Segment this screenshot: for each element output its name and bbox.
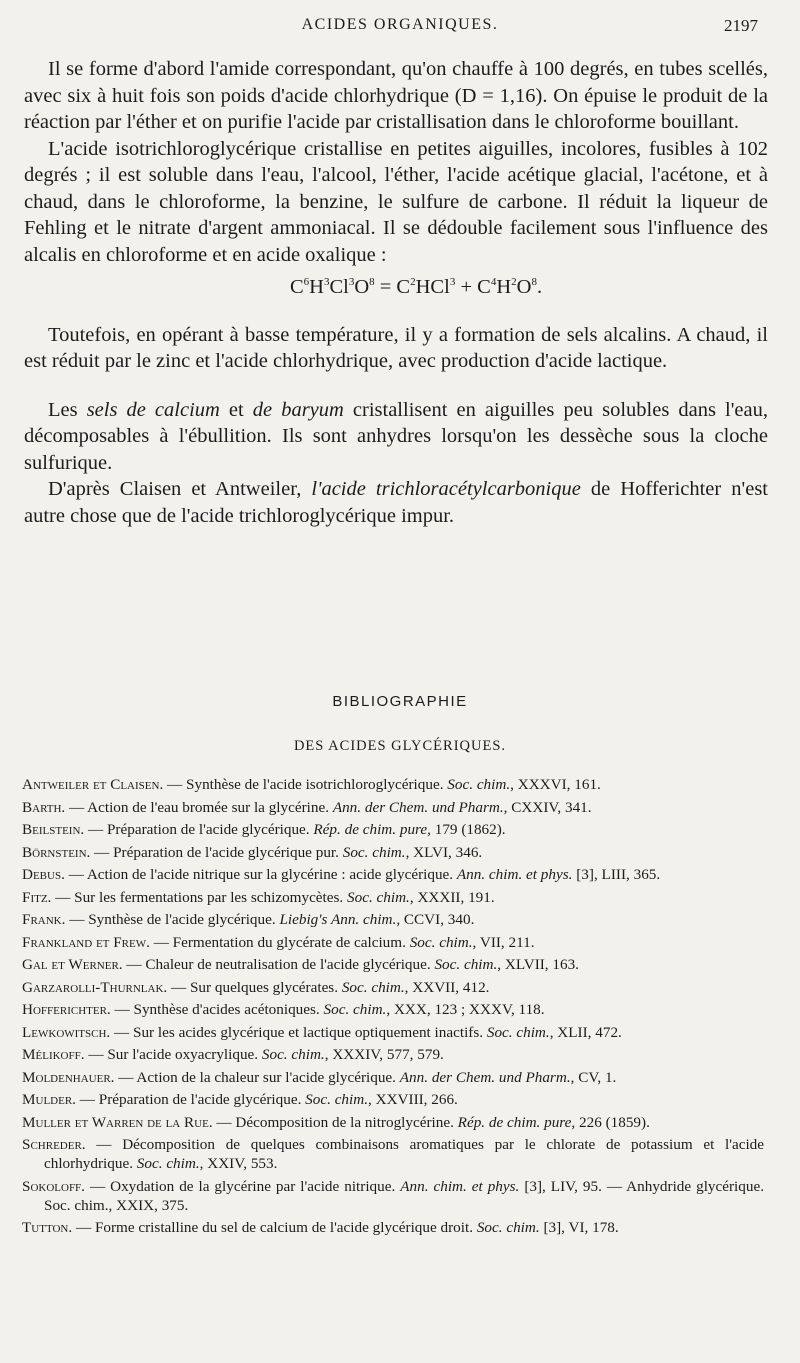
body-text	[24, 56, 768, 529]
entry-author: Mélikoff.	[22, 1046, 85, 1063]
entry-source: Rép. de chim. pure	[313, 821, 428, 838]
page-header	[0, 16, 800, 38]
entry-title: — Préparation de l'acide glycérique.	[84, 821, 314, 838]
bibliography-entry	[22, 910, 764, 929]
entry-author: Schreder.	[22, 1136, 86, 1153]
bibliography-entry	[22, 1068, 764, 1087]
entry-title: — Action de l'eau bromée sur la glycérine.	[65, 798, 333, 816]
entry-reference: , CXXIV, 341.	[503, 798, 592, 816]
entry-reference: , XLII, 472.	[549, 1023, 622, 1041]
entry-reference: [3], VI, 178.	[539, 1219, 619, 1236]
bibliography-entry	[22, 1000, 764, 1019]
entry-source: Ann. der Chem. und Pharm.	[399, 1068, 571, 1086]
entry-title: — Sur les fermentations par les schizomycètes.	[51, 888, 348, 906]
bibliography-entry	[22, 1045, 764, 1064]
entry-source: Soc. chim.	[305, 1091, 369, 1108]
entry-author: Garzarolli-Thurnlak.	[22, 978, 168, 996]
paragraph-preparation: Il se forme d'abord l'amide correspondant, qu'on chauffe à 100 degrés, en tubes scellés, avec six à huit fois son poids d'acide chlorhydrique (D = 1,16). On épuise le produit de la réaction par l'éther et on purifie l'acide par cristallisation dans le chloroforme bouillant.	[24, 58, 768, 133]
entry-source: Soc. chim.	[341, 978, 405, 996]
entry-reference: , XXXVI, 161.	[510, 776, 601, 793]
page-number: 2197	[724, 16, 758, 35]
entry-author: Gal et Werner.	[22, 956, 123, 973]
entry-title: — Oxydation de la glycérine par l'acide nitrique.	[84, 1177, 401, 1195]
entry-author: Hofferichter.	[22, 1001, 111, 1018]
entry-reference: , XXX, 123 ; XXXV, 118.	[386, 1001, 545, 1018]
paragraph-claisen: D'après Claisen et Antweiler, l'acide trichloracétylcarbonique de Hofferichter n'est autre chose que de l'acide trichloroglycérique impur.	[24, 478, 768, 527]
entry-source: Liebig's Ann. chim.	[279, 911, 397, 928]
bibliography-entry	[22, 978, 764, 997]
bibliography-entry	[22, 843, 764, 862]
bibliography-heading: BIBLIOGRAPHIE	[332, 693, 468, 710]
bibliography-entry	[22, 775, 764, 794]
bibliography-entry	[22, 1177, 764, 1215]
bibliography-entry	[22, 820, 764, 839]
bibliography-entry	[22, 865, 764, 884]
entry-title: — Sur les acides glycérique et lactique optiquement inactifs.	[110, 1023, 487, 1041]
entry-author: Beilstein.	[22, 821, 85, 838]
bibliography-list	[22, 775, 764, 1241]
entry-source: Soc. chim.	[323, 1001, 387, 1018]
bibliography-entry	[22, 933, 764, 952]
entry-author: Debus.	[22, 866, 65, 883]
entry-author: Moldenhauer.	[22, 1068, 115, 1086]
entry-source: Soc. chim.	[447, 776, 511, 793]
bibliography-subheading: DES ACIDES GLYCÉRIQUES.	[293, 738, 507, 754]
entry-author: Frank.	[22, 911, 66, 928]
bibliography-entry	[22, 1023, 764, 1042]
entry-title: — Synthèse de l'acide isotrichloroglycérique.	[163, 776, 448, 793]
entry-source: Soc. chim.	[476, 1219, 540, 1236]
entry-reference: , VII, 211.	[472, 933, 535, 951]
chemical-equation: $C^6H^3Cl^3O^8 = C^2HCl^3 + C^4H^2O^8$.	[289, 276, 543, 298]
entry-title: — Fermentation du glycérate de calcium.	[149, 933, 410, 951]
entry-source: Ann. chim. et phys.	[400, 1177, 520, 1195]
entry-reference: , XXXIV, 577, 579.	[324, 1046, 444, 1063]
entry-author: Barth.	[22, 798, 66, 816]
entry-author: Muller et Warren de la Rue.	[22, 1113, 213, 1131]
entry-source: Soc. chim.	[347, 888, 410, 906]
paragraph-properties: L'acide isotrichloroglycérique cristallise en petites aiguilles, incolores, fusibles à 102 degrés ; il est soluble dans l'eau, l'alcool, l'éther, l'acide acétique glacial, l'acétone, et à chaud, dans le chloroforme, la benzine, le sulfure de carbone. Il réduit la liqueur de Fehling et le nitrate d'argent ammoniacal. Il se dédouble facilement sous l'influence des alcalis en chloroforme et en acide oxalique :	[24, 137, 768, 266]
entry-source: Ann. der Chem. und Pharm.	[332, 798, 504, 816]
entry-title: — Action de l'acide nitrique sur la glycérine : acide glycérique.	[64, 866, 457, 883]
entry-source: Soc. chim.	[434, 956, 498, 973]
entry-title: — Chaleur de neutralisation de l'acide glycérique.	[122, 956, 435, 973]
bibliography-entry	[22, 1218, 764, 1237]
paragraph-low-temperature: Toutefois, en opérant à basse température, il y a formation de sels alcalins. A chaud, il est réduit par le zinc et l'acide chlorhydrique, avec production d'acide lactique.	[24, 323, 768, 372]
entry-author: Sokoloff.	[22, 1177, 85, 1195]
entry-source: Rép. de chim. pure	[457, 1113, 572, 1131]
entry-reference: , CV, 1.	[570, 1068, 617, 1086]
entry-source: Soc. chim.	[342, 843, 406, 861]
bibliography-entry	[22, 1135, 764, 1173]
entry-title: — Synthèse de l'acide glycérique.	[65, 911, 280, 928]
entry-author: Mulder.	[22, 1091, 76, 1108]
entry-author: Fitz.	[22, 888, 52, 906]
entry-author: Börnstein.	[22, 843, 91, 861]
entry-title: — Décomposition de quelques combinaisons aromatiques par le chlorate de potassium et l'acide chlorhydrique.	[44, 1136, 764, 1172]
bibliography-entry	[22, 1090, 764, 1109]
bibliography-entry	[22, 1113, 764, 1132]
bibliography-entry	[22, 955, 764, 974]
entry-reference: , 226 (1859).	[571, 1113, 650, 1131]
entry-reference: , XXIV, 553.	[199, 1155, 278, 1172]
entry-reference: , XLVII, 163.	[497, 956, 579, 973]
entry-author: Antweiler et Claisen.	[22, 776, 164, 793]
entry-title: — Préparation de l'acide glycérique.	[75, 1091, 306, 1108]
entry-reference: , XLVI, 346.	[405, 843, 483, 861]
entry-title: — Synthèse d'acides acétoniques.	[110, 1001, 324, 1018]
entry-source: Soc. chim.	[486, 1023, 550, 1041]
entry-reference: [3], LIV, 95. — Anhydride glycérique. Soc. chim., XXIX, 375.	[44, 1177, 764, 1214]
bibliography-entry	[22, 798, 764, 817]
entry-title: — Sur quelques glycérates.	[167, 978, 342, 996]
running-title: ACIDES ORGANIQUES.	[301, 16, 499, 33]
entry-reference: , XXXII, 191.	[409, 888, 495, 906]
entry-reference: , CCVI, 340.	[396, 911, 475, 928]
entry-source: Soc. chim.	[409, 933, 473, 951]
entry-source: Ann. chim. et phys.	[456, 866, 573, 883]
entry-author: Lewkowitsch.	[22, 1023, 111, 1041]
entry-title: — Forme cristalline du sel de calcium de l'acide glycérique droit.	[72, 1219, 477, 1236]
entry-source: Soc. chim.	[261, 1046, 325, 1063]
entry-title: — Action de la chaleur sur l'acide glycérique.	[114, 1068, 400, 1086]
entry-reference: , XXVII, 412.	[404, 978, 490, 996]
paragraph-salts: Les sels de calcium et de baryum cristallisent en aiguilles peu solubles dans l'eau, décomposables à l'ébullition. Ils sont anhydres lorsqu'on les dessèche sous la cloche sulfurique.	[24, 398, 768, 474]
entry-author: Tutton.	[22, 1219, 73, 1236]
bibliography-entry	[22, 888, 764, 907]
entry-title: — Décomposition de la nitroglycérine.	[212, 1113, 458, 1131]
entry-author: Frankland et Frew.	[22, 933, 150, 951]
entry-title: — Sur l'acide oxyacrylique.	[84, 1046, 262, 1063]
entry-source: Soc. chim.	[136, 1155, 200, 1172]
entry-reference: , XXVIII, 266.	[368, 1091, 458, 1108]
entry-reference: , 179 (1862).	[427, 821, 506, 838]
entry-reference: [3], LIII, 365.	[572, 866, 661, 883]
entry-title: — Préparation de l'acide glycérique pur.	[90, 843, 343, 861]
